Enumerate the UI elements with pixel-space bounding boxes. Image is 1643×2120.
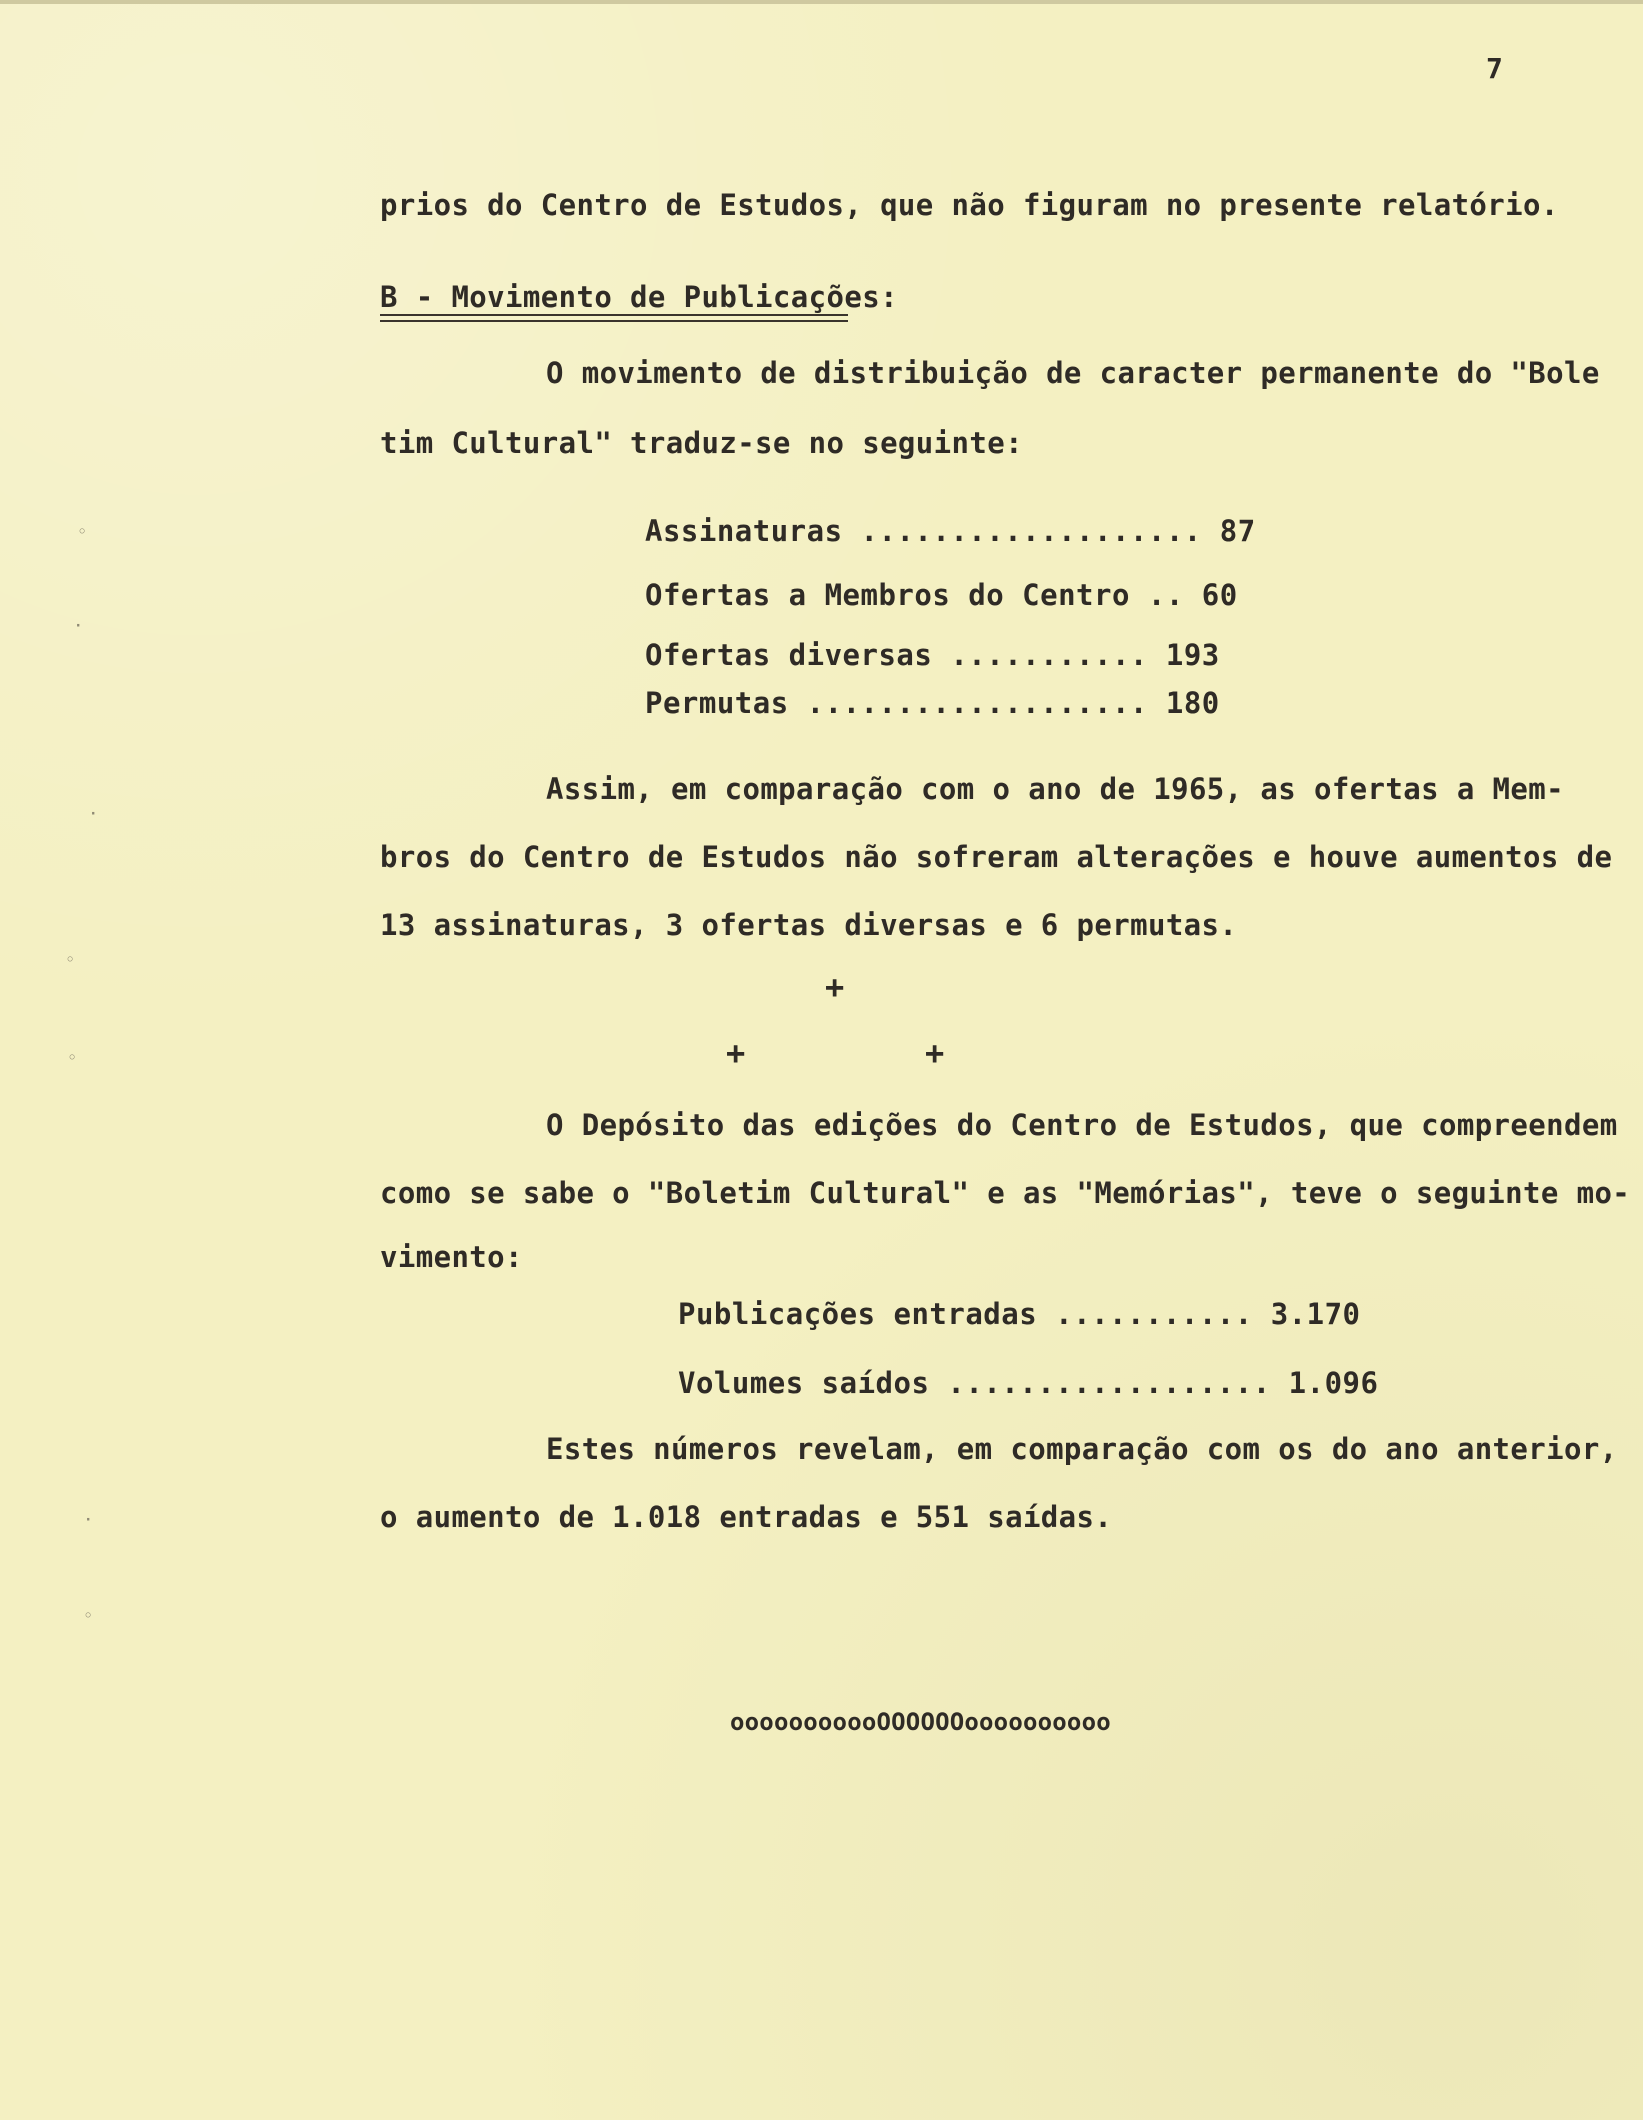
- margin-mark: ◦: [84, 1608, 93, 1624]
- margin-mark: ◦: [78, 524, 87, 540]
- margin-mark: ·: [84, 1512, 93, 1528]
- section-heading-underline: [380, 314, 848, 322]
- deposito-line-2: como se sabe o "Boletim Cultural" e as "Memórias", teve o seguinte mo-: [380, 1176, 1631, 1210]
- margin-mark: ·: [89, 806, 98, 822]
- intro-line: prios do Centro de Estudos, que não figuram no presente relatório.: [380, 188, 1559, 222]
- deposit-row: [678, 1366, 1378, 1400]
- closing-divider: ooooooooooOOOOOOoooooooooo: [730, 1708, 1111, 1736]
- final-line-2: o aumento de 1.018 entradas e 551 saídas.: [380, 1500, 1113, 1534]
- distribution-row: [645, 578, 1238, 612]
- distribution-label: Ofertas diversas: [645, 638, 933, 672]
- distribution-row: [645, 514, 1256, 548]
- distribution-value: 180: [1165, 686, 1220, 720]
- margin-mark: ◦: [66, 952, 75, 968]
- distribution-row: [645, 686, 1220, 720]
- plus-separator-right: +: [925, 1034, 945, 1072]
- distribution-row: [645, 638, 1220, 672]
- section-heading: B - Movimento de Publicações:: [380, 280, 898, 314]
- deposito-line-1: O Depósito das edições do Centro de Estudos, que compreendem: [546, 1108, 1618, 1142]
- deposit-leader-dots: ..................: [947, 1366, 1271, 1400]
- distribution-leader-dots: ...........: [950, 638, 1148, 672]
- distribution-label: Permutas: [645, 686, 789, 720]
- boletim-line-2: tim Cultural" traduz-se no seguinte:: [380, 426, 1023, 460]
- deposito-line-3: vimento:: [380, 1240, 523, 1274]
- margin-mark: ◦: [68, 1050, 77, 1066]
- distribution-label: Assinaturas: [645, 514, 843, 548]
- deposit-label: Volumes saídos: [678, 1366, 930, 1400]
- final-line-1: Estes números revelam, em comparação com os do ano anterior,: [546, 1432, 1618, 1466]
- deposit-label: Publicações entradas: [678, 1297, 1038, 1331]
- distribution-leader-dots: ...................: [806, 686, 1148, 720]
- distribution-value: 60: [1201, 578, 1238, 612]
- deposit-value: 1.096: [1288, 1366, 1379, 1400]
- distribution-value: 193: [1165, 638, 1220, 672]
- deposit-row: [678, 1297, 1361, 1331]
- plus-separator-left: +: [726, 1034, 746, 1072]
- comparison-line-1: Assim, em comparação com o ano de 1965, as ofertas a Mem-: [546, 772, 1564, 806]
- plus-separator-top: +: [825, 968, 845, 1006]
- distribution-label: Ofertas a Membros do Centro: [645, 578, 1130, 612]
- deposit-value: 3.170: [1270, 1297, 1361, 1331]
- boletim-line-1: O movimento de distribuição de caracter permanente do "Bole: [546, 356, 1600, 390]
- page-number: 7: [1486, 52, 1503, 85]
- margin-mark: ·: [74, 618, 83, 634]
- comparison-line-3: 13 assinaturas, 3 ofertas diversas e 6 permutas.: [380, 908, 1238, 942]
- distribution-value: 87: [1219, 514, 1256, 548]
- deposit-leader-dots: ...........: [1055, 1297, 1253, 1331]
- distribution-leader-dots: ...................: [860, 514, 1202, 548]
- comparison-line-2: bros do Centro de Estudos não sofreram alterações e houve aumentos de: [380, 840, 1613, 874]
- distribution-leader-dots: ..: [1147, 578, 1184, 612]
